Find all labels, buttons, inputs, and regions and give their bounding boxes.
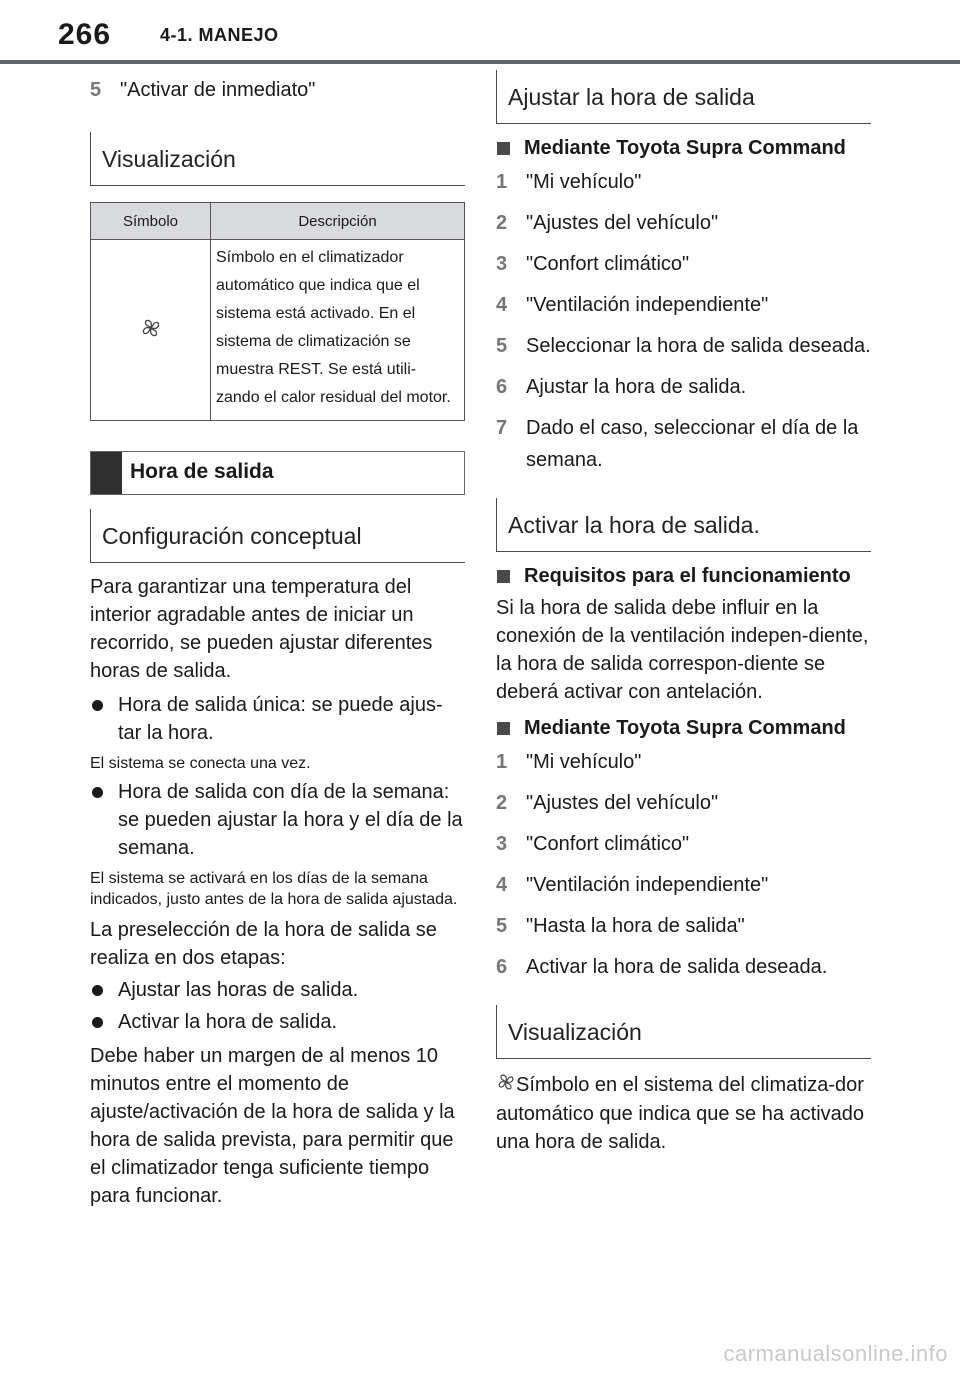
preselect-paragraph: La preselección de la hora de salida se realiza en dos etapas: [90,919,437,969]
step-number: 4 [496,874,508,896]
step-number: 5 [496,915,508,937]
bullet-text: Hora de salida con día de la semana: se pueden ajustar la hora y el día de la semana. [118,781,463,859]
step-item [496,787,871,819]
bullet-text: Hora de salida única: se puede ajus-tar la hora. [118,694,443,744]
requisitos-heading [496,562,871,590]
description-cell: Símbolo en el climatizador automático que indica que el sistema está activado. En el sistema de climatización se muestra REST. Se está utili-zando el calor residual del motor. [216,249,451,406]
heading-bar [91,452,122,494]
table-row [91,240,464,420]
step-text: Ajustar la hora de salida. [526,376,747,398]
step-text: "Ventilación independiente" [526,294,769,316]
step-item [496,869,871,901]
square-marker [496,134,524,162]
hora-de-salida-heading [90,451,465,495]
visualizacion-heading: Visualización [90,132,465,186]
step-item [496,289,871,321]
step-number: 3 [496,833,508,855]
step-number: 4 [496,294,508,316]
step-text: Dado el caso, seleccionar el día de la semana. [526,417,859,471]
section-label: 4-1. MANEJO [160,25,279,45]
step-text: "Ajustes del vehículo" [526,212,719,234]
step-number: 6 [496,956,508,978]
step-activar-inmediato [90,74,465,106]
intro-paragraph: Para garantizar una temperatura del interior agradable antes de iniciar un recorrido, se pueden ajustar diferentes horas de salida. [90,576,433,682]
step-number: 1 [496,171,508,193]
col-symbol-header: Símbolo [91,203,211,239]
left-column [90,70,465,1210]
col-description-header: Descripción [298,212,377,230]
step-number: 5 [90,79,102,101]
mediante-heading-2 [496,714,871,742]
bullet-activar [90,1008,465,1036]
right-column [496,70,871,1156]
header-rule [0,60,960,64]
bullet-dia-semana [90,778,465,862]
activar-heading: Activar la hora de salida. [496,498,871,552]
mediante-text: Mediante Toyota Supra Command [524,717,846,739]
step-item [496,951,871,983]
steps-list-ajustar [496,166,871,476]
bullet-dot [90,778,118,862]
step-item [496,207,871,239]
step-text: "Confort climático" [526,833,690,855]
step-number: 3 [496,253,508,275]
step-item [496,166,871,198]
bullet-text: Activar la hora de salida. [118,1011,338,1033]
fan-icon [140,317,162,344]
step-text: "Ajustes del vehículo" [526,792,719,814]
ajustar-heading: Ajustar la hora de salida [496,70,871,124]
step-text: "Hasta la hora de salida" [526,915,745,937]
step-text: "Confort climático" [526,253,690,275]
step-number: 6 [496,376,508,398]
page-header [0,0,960,68]
bullet-dot [90,1008,118,1036]
final-text: Símbolo en el sistema del climatiza-dor automático que indica que se ha activado una hora de salida. [496,1074,865,1153]
step-item [496,330,871,362]
symbol-cell [91,240,211,420]
page-number: 266 [58,18,112,51]
heading-text: Hora de salida [130,460,274,483]
final-paragraph [496,1071,871,1156]
note-conecta: El sistema se conecta una vez. [90,755,311,772]
fan-icon [496,1072,516,1100]
bullet-text: Ajustar las horas de salida. [118,979,359,1001]
step-number: 1 [496,751,508,773]
visualizacion-heading-2: Visualización [496,1005,871,1059]
symbol-table [90,202,465,421]
table-header [91,203,464,240]
step-item [496,248,871,280]
step-number: 2 [496,212,508,234]
steps-list-activar [496,746,871,983]
bullet-dot [90,976,118,1004]
square-marker [496,714,524,742]
step-number: 5 [496,335,508,357]
step-number: 2 [496,792,508,814]
step-text: Activar la hora de salida deseada. [526,956,828,978]
bullet-dot [90,691,118,747]
step-item [496,412,871,476]
square-marker [496,562,524,590]
step-item [496,828,871,860]
step-text: Seleccionar la hora de salida deseada. [526,335,871,357]
step-item [496,371,871,403]
step-number: 7 [496,417,508,439]
requisitos-text: Requisitos para el funcionamiento [524,565,851,587]
bullet-ajustar [90,976,465,1004]
bullet-hora-unica [90,691,465,747]
step-text: "Ventilación independiente" [526,874,769,896]
requisitos-paragraph: Si la hora de salida debe influir en la conexión de la ventilación indepen-diente, la hora de salida correspon-diente se deberá activar con antelación. [496,597,869,703]
step-item [496,746,871,778]
step-text: "Mi vehículo" [526,751,642,773]
step-text: "Mi vehículo" [526,171,642,193]
note-activara: El sistema se activará en los días de la semana indicados, justo antes de la hora de salida ajustada. [90,870,458,908]
margin-paragraph: Debe haber un margen de al menos 10 minutos entre el momento de ajuste/activación de la hora de salida y la hora de salida prevista, para permitir que el climatizador tenga suficiente tiempo para funcionar. [90,1045,455,1207]
step-text: "Activar de inmediato" [120,79,316,101]
mediante-heading-1 [496,134,871,162]
watermark: carmanualsonline.info [723,1341,948,1366]
configuracion-heading: Configuración conceptual [90,509,465,563]
mediante-text: Mediante Toyota Supra Command [524,137,846,159]
step-item [496,910,871,942]
